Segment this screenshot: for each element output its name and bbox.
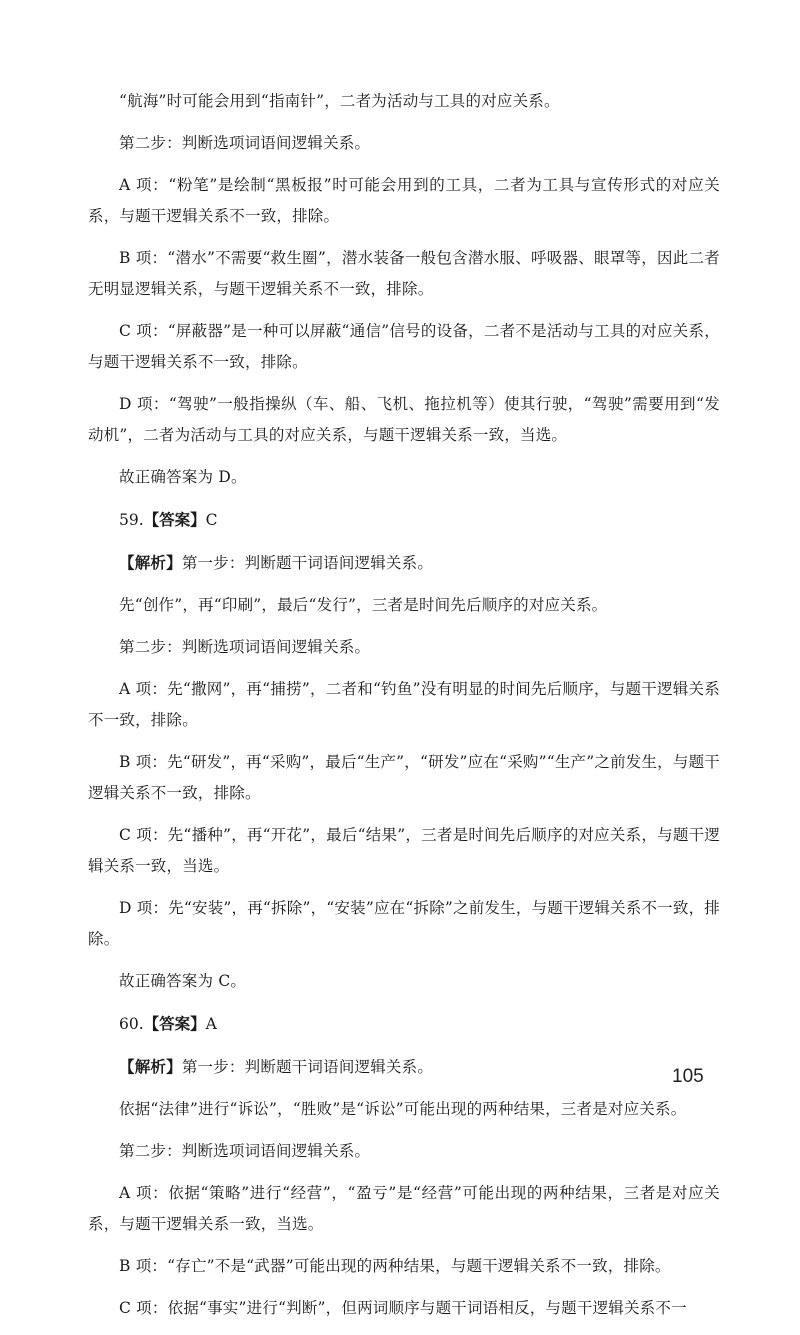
q60-answer-line bbox=[88, 1008, 720, 1040]
q59-paragraph: 先“创作”，再“印刷”，最后“发行”，三者是时间先后顺序的对应关系。 bbox=[119, 596, 608, 614]
paragraph-option-b: B 项：“潜水”不需要“救生圈”，潜水装备一般包含潜水服、呼吸器、眼罩等，因此二者无明显逻辑关系，与题干逻辑关系不一致，排除。 bbox=[88, 249, 720, 298]
q59-answer-label: 【答案】 bbox=[143, 510, 206, 529]
paragraph-option-c: C 项：“屏蔽器”是一种可以屏蔽“通信”信号的设备，二者不是活动与工具的对应关系，与题干逻辑关系不一致，排除。 bbox=[88, 322, 720, 371]
q60-paragraph: 第二步：判断选项词语间逻辑关系。 bbox=[119, 1142, 371, 1160]
q59-paragraph: D 项：先“安装”，再“拆除”，“安装”应在“拆除”之前发生，与题干逻辑关系不一致，排除。 bbox=[88, 899, 720, 948]
q59-paragraph: A 项：先“撒网”，再“捕捞”，二者和“钓鱼”没有明显的时间先后顺序，与题干逻辑关系不一致，排除。 bbox=[88, 680, 720, 729]
paragraph-step-two: 第二步：判断选项词语间逻辑关系。 bbox=[119, 134, 371, 152]
q59-number: 59. bbox=[119, 511, 144, 529]
paragraph-conclusion: 故正确答案为 D。 bbox=[119, 468, 247, 486]
q59-analysis-first: 第一步：判断题干词语间逻辑关系。 bbox=[181, 554, 434, 572]
q60-paragraph: 依据“法律”进行“诉讼”，“胜败”是“诉讼”可能出现的两种结果，三者是对应关系。 bbox=[119, 1100, 687, 1118]
paragraph-option-a: A 项：“粉笔”是绘制“黑板报”时可能会用到的工具，二者为工具与宣传形式的对应关系，与题干逻辑关系不一致，排除。 bbox=[88, 176, 720, 225]
paragraph-activity-tool: “航海”时可能会用到“指南针”，二者为活动与工具的对应关系。 bbox=[119, 92, 560, 110]
q59-paragraph: 故正确答案为 C。 bbox=[119, 972, 247, 990]
page-number: 105 bbox=[672, 1066, 704, 1087]
q59-analysis-label: 【解析】 bbox=[119, 553, 182, 572]
q60-answer-value: A bbox=[205, 1015, 217, 1033]
q59-answer-line bbox=[88, 504, 720, 536]
q60-paragraph: A 项：依据“策略”进行“经营”，“盈亏”是“经营”可能出现的两种结果，三者是对应关系，与题干逻辑关系一致，当选。 bbox=[88, 1184, 720, 1233]
q60-paragraph: B 项：“存亡”不是“武器”可能出现的两种结果，与题干逻辑关系不一致，排除。 bbox=[119, 1257, 671, 1275]
q60-answer-label: 【答案】 bbox=[143, 1014, 206, 1033]
q59-paragraph: 第二步：判断选项词语间逻辑关系。 bbox=[119, 638, 371, 656]
q59-analysis-line bbox=[88, 547, 720, 579]
q59-paragraph: C 项：先“播种”，再“开花”，最后“结果”，三者是时间先后顺序的对应关系，与题干逻辑关系一致，当选。 bbox=[88, 826, 720, 875]
paragraph-option-d: D 项：“驾驶”一般指操纵（车、船、飞机、拖拉机等）使其行驶，“驾驶”需要用到“发动机”，二者为活动与工具的对应关系，与题干逻辑关系一致，当选。 bbox=[88, 395, 720, 444]
q60-number: 60. bbox=[119, 1015, 144, 1033]
q60-paragraph: C 项：依据“事实”进行“判断”，但两词顺序与题干词语相反，与题干逻辑关系不一 bbox=[119, 1299, 687, 1317]
q59-answer-value: C bbox=[205, 511, 218, 529]
q59-paragraph: B 项：先“研发”，再“采购”，最后“生产”，“研发”应在“采购”“生产”之前发生，与题干逻辑关系不一致，排除。 bbox=[88, 753, 720, 802]
q60-analysis-line bbox=[88, 1051, 720, 1083]
page-content bbox=[88, 86, 720, 1335]
q60-analysis-first: 第一步：判断题干词语间逻辑关系。 bbox=[181, 1058, 434, 1076]
q60-analysis-label: 【解析】 bbox=[119, 1057, 182, 1076]
